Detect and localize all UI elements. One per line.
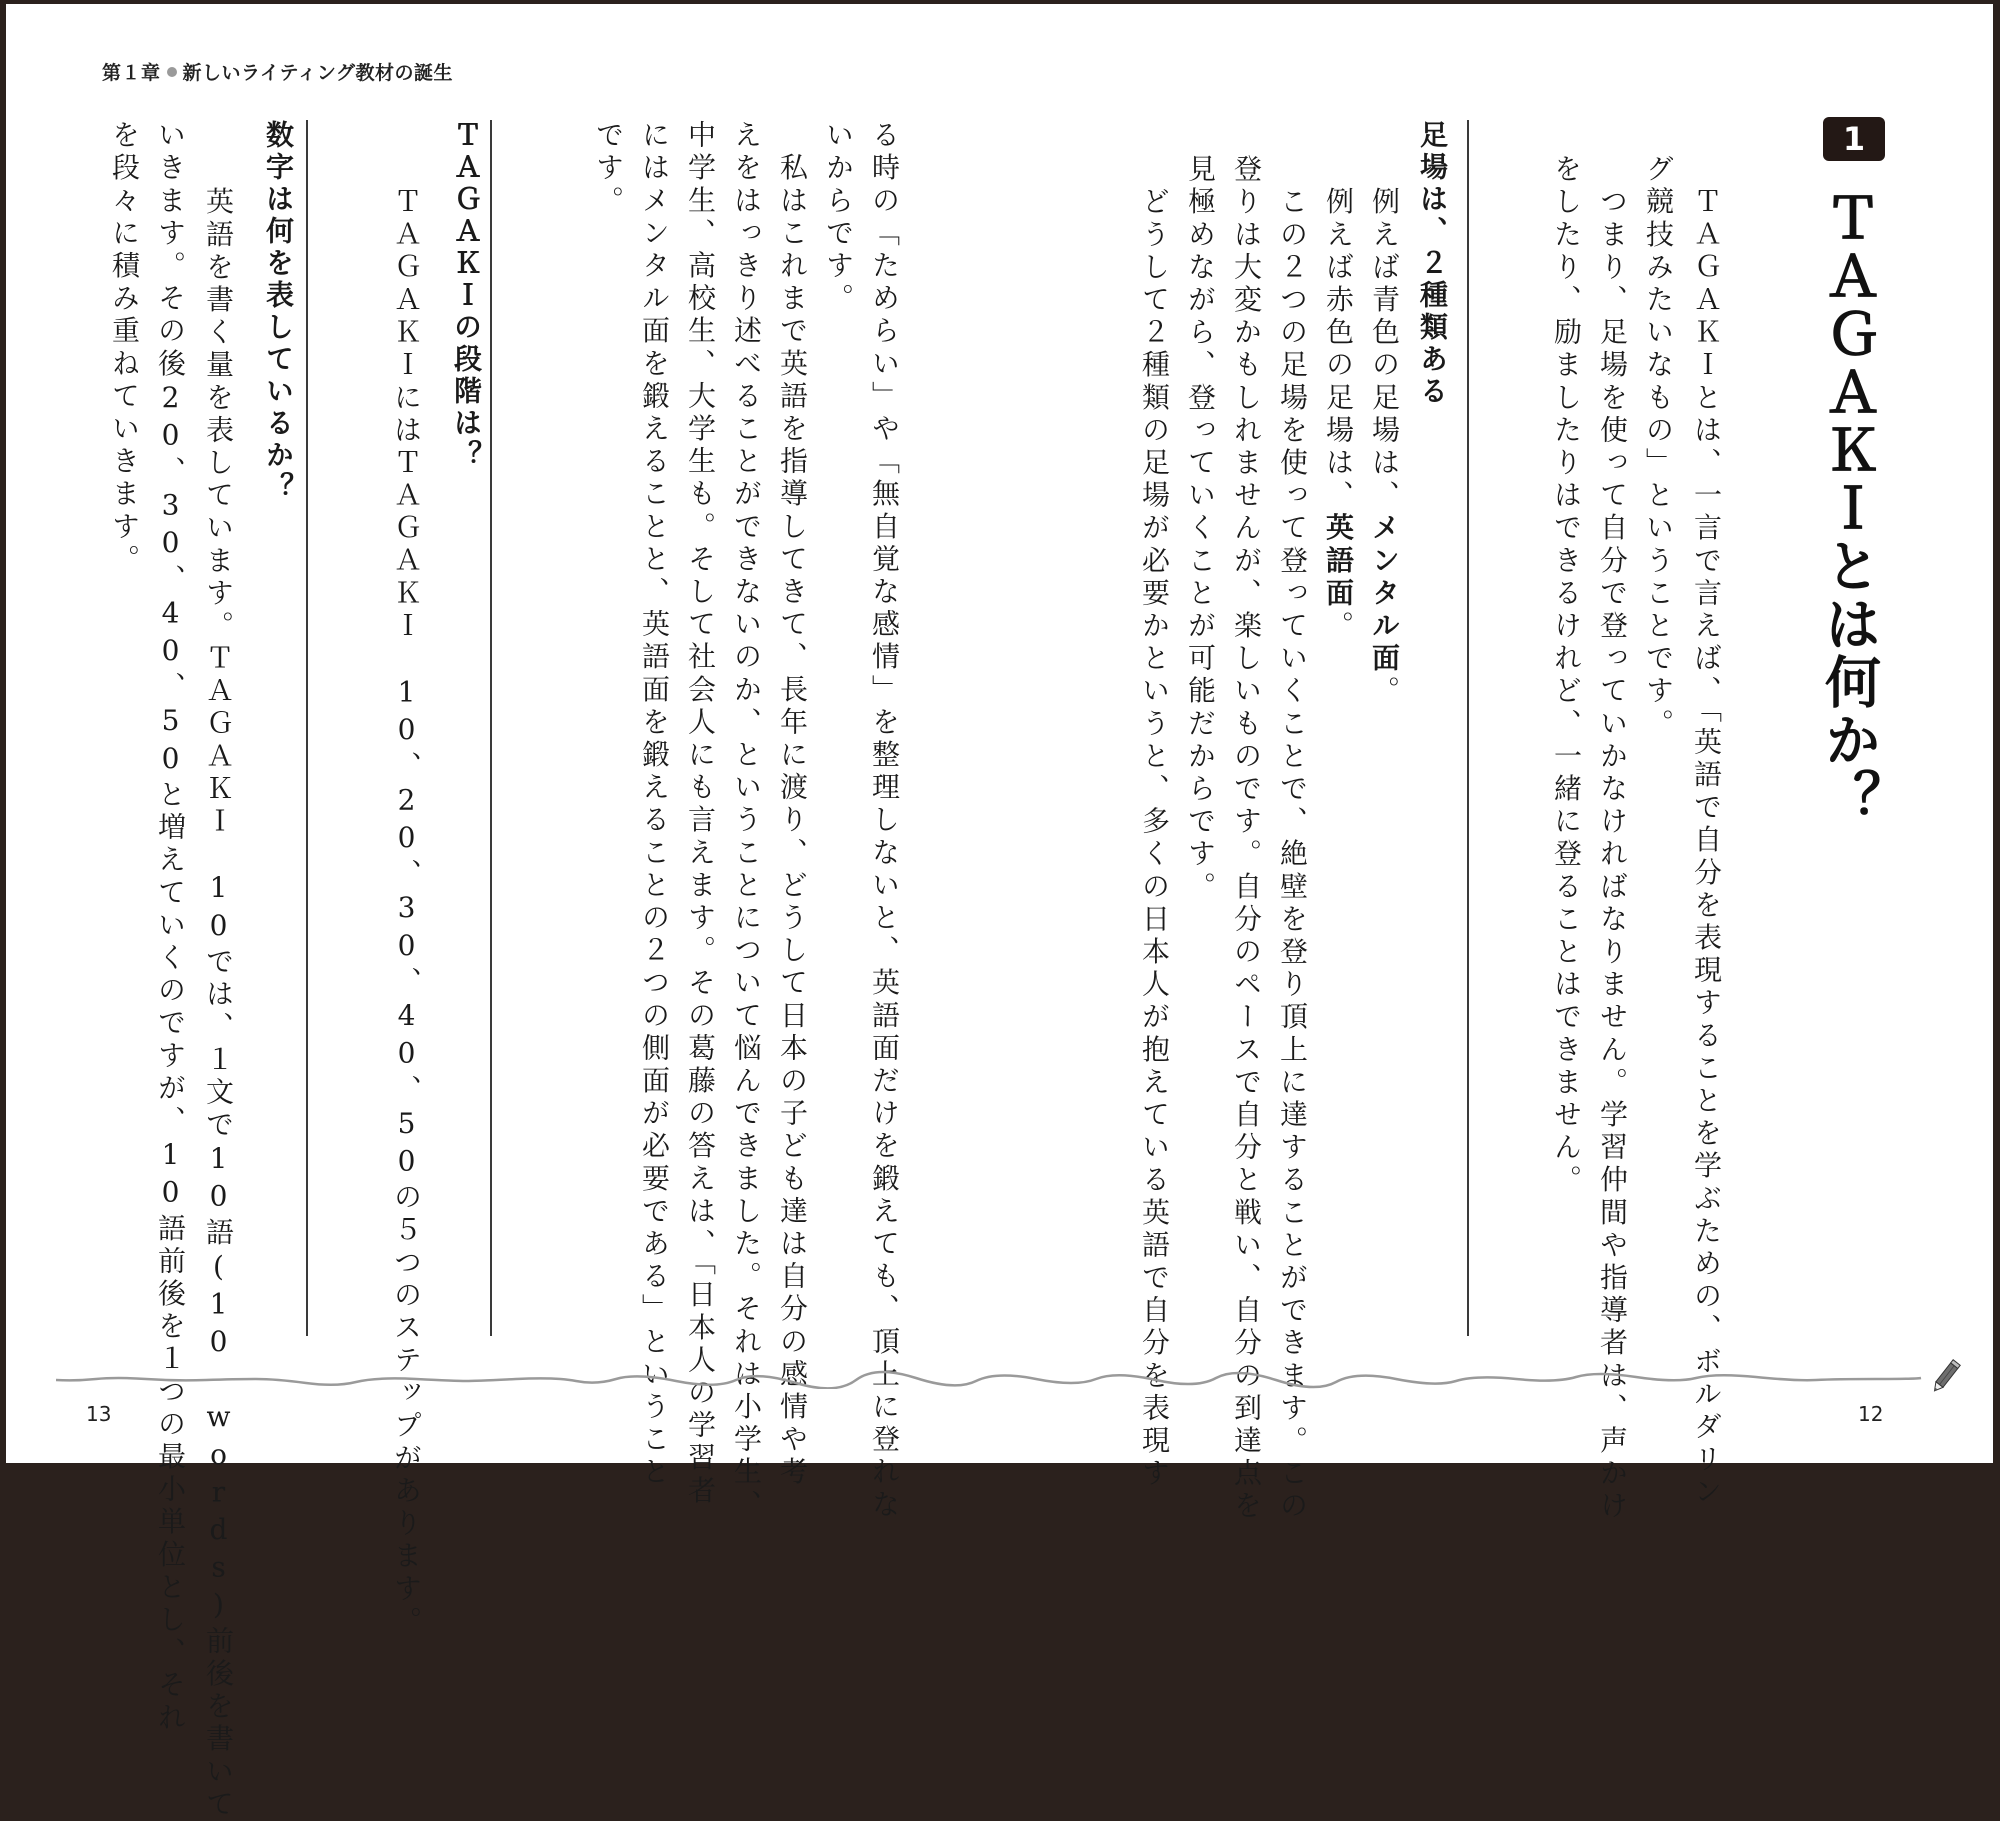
body-column: です。 — [592, 120, 625, 218]
subheading-scaffold: 足場は、２種類ある — [1416, 120, 1449, 408]
scaffold-red-emphasis: 英語面 — [1322, 512, 1355, 611]
page-number-right: 12 — [1858, 1402, 1884, 1426]
body-column: 登りは大変かもしれませんが、楽しいものです。自分のペースで自分と戦い、自分の到達点を — [1230, 154, 1263, 1524]
body-column: ＴＡＧＡＫＩとは、一言で言えば、「英語で自分を表現することを学ぶための、ボルダリン — [1690, 154, 1723, 1510]
body-column: 私はこれまで英語を指導してきて、長年に渡り、どうして日本の子ども達は自分の感情や考 — [776, 120, 809, 1490]
heading-rule — [1467, 120, 1469, 1336]
section-number-badge: 1 — [1823, 117, 1885, 161]
body-column: えをはっきり述べることができないのか、ということについて悩んできました。それは小学生、 — [730, 120, 763, 1522]
chapter-label: 第１章 — [102, 62, 161, 84]
punctuation: 。 — [1368, 675, 1401, 709]
body-column: この２つの足場を使って登っていくことで、絶壁を登り頂上に達することができます。この — [1276, 154, 1309, 1524]
bullet-dot-icon — [167, 67, 177, 77]
body-column: つまり、足場を使って自分で登っていかなければなりません。学習仲間や指導者は、声かけ — [1596, 154, 1629, 1524]
running-head — [102, 58, 453, 85]
body-column: グ競技みたいなもの」ということです。 — [1642, 154, 1675, 741]
body-column: をしたり、励ましたりはできるけれど、一緒に登ることはできません。 — [1550, 154, 1583, 1198]
book-spread — [6, 4, 1993, 1821]
body-column — [1322, 154, 1355, 644]
body-column: にはメンタル面を鍛えることと、英語面を鍛えることの２つの側面が必要である」ということ — [638, 120, 671, 1490]
heading-rule — [306, 120, 308, 1336]
body-column: いきます。その後20、30、40、50と増えていくのですが、10語前後を１つの最小単位とし、それ — [154, 120, 187, 1735]
scaffold-blue-emphasis: メンタル面 — [1368, 512, 1401, 676]
punctuation: 。 — [1322, 610, 1355, 644]
section-title: ＴＡＧＡＫＩとは何か？ — [1816, 189, 1882, 827]
footer-wavy-line — [56, 1369, 1936, 1389]
body-column: いからです。 — [822, 120, 855, 316]
body-column — [1368, 154, 1401, 709]
scaffold-blue-text: 例えば青色の足場は、 — [1368, 154, 1401, 513]
body-column: 中学生、高校生、大学生も。そして社会人にも言えます。その葛藤の答えは、「日本人の学習者 — [684, 120, 717, 1508]
heading-rule — [490, 120, 492, 1336]
body-column: 見極めながら、登っていくことが可能だからです。 — [1184, 154, 1217, 904]
subheading-numbers: 数字は何を表しているか？ — [262, 120, 295, 504]
body-column: を段々に積み重ねていきます。 — [108, 120, 141, 577]
body-column: ＴＡＧＡＫＩにはＴＡＧＡＫＩ 10、20、30、40、50の５つのステップがあります。 — [390, 154, 423, 1639]
scaffold-red-text: 例えば赤色の足場は、 — [1322, 154, 1355, 513]
chapter-title: 新しいライティング教材の誕生 — [182, 62, 454, 84]
pencil-icon — [1926, 1356, 1966, 1398]
body-column: 英語を書く量を表しています。ＴＡＧＡＫＩ 10では、１文で10語(10 words)前後を書いて — [202, 154, 235, 1821]
subheading-stages: ＴＡＧＡＫＩの段階は？ — [450, 120, 483, 472]
body-column: どうして２種類の足場が必要かというと、多くの日本人が抱えている英語で自分を表現す — [1138, 154, 1171, 1491]
body-column: る時の「ためらい」や「無自覚な感情」を整理しないと、英語面だけを鍛えても、頂上に登れな — [868, 120, 901, 1522]
page-number-left: 13 — [86, 1402, 112, 1426]
